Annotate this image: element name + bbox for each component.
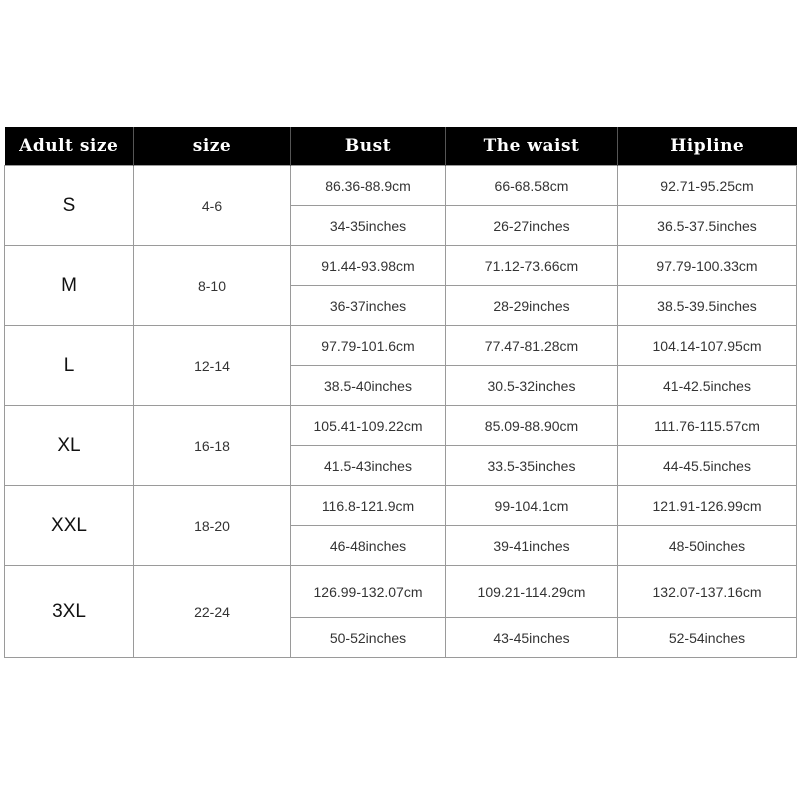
hipline-cm-cell: 92.71-95.25cm [618, 166, 797, 206]
size-cell: 18-20 [134, 486, 291, 566]
table-row [5, 326, 797, 366]
waist-cm-cell: 77.47-81.28cm [446, 326, 618, 366]
header-row [5, 127, 797, 166]
adult-size-cell: S [5, 166, 134, 246]
waist-inches-cell: 39-41inches [446, 526, 618, 566]
bust-inches-cell: 46-48inches [291, 526, 446, 566]
adult-size-cell: M [5, 246, 134, 326]
hipline-inches-cell: 36.5-37.5inches [618, 206, 797, 246]
adult-size-cell: 3XL [5, 566, 134, 658]
size-chart-table [4, 127, 797, 658]
waist-inches-cell: 33.5-35inches [446, 446, 618, 486]
bust-cm-cell: 116.8-121.9cm [291, 486, 446, 526]
waist-cm-cell: 99-104.1cm [446, 486, 618, 526]
hipline-cm-cell: 111.76-115.57cm [618, 406, 797, 446]
size-cell: 4-6 [134, 166, 291, 246]
bust-cm-cell: 105.41-109.22cm [291, 406, 446, 446]
size-cell: 22-24 [134, 566, 291, 658]
adult-size-cell: XL [5, 406, 134, 486]
bust-inches-cell: 36-37inches [291, 286, 446, 326]
adult-size-cell: L [5, 326, 134, 406]
hipline-inches-cell: 52-54inches [618, 618, 797, 658]
hipline-cm-cell: 132.07-137.16cm [618, 566, 797, 618]
bust-cm-cell: 86.36-88.9cm [291, 166, 446, 206]
bust-cm-cell: 97.79-101.6cm [291, 326, 446, 366]
bust-inches-cell: 34-35inches [291, 206, 446, 246]
header-size: size [134, 127, 291, 166]
size-cell: 12-14 [134, 326, 291, 406]
waist-inches-cell: 30.5-32inches [446, 366, 618, 406]
waist-cm-cell: 109.21-114.29cm [446, 566, 618, 618]
table-row [5, 566, 797, 618]
waist-inches-cell: 43-45inches [446, 618, 618, 658]
hipline-inches-cell: 48-50inches [618, 526, 797, 566]
waist-inches-cell: 28-29inches [446, 286, 618, 326]
table-row [5, 406, 797, 446]
header-hipline: Hipline [618, 127, 797, 166]
bust-inches-cell: 38.5-40inches [291, 366, 446, 406]
table-body [5, 166, 797, 658]
table-row [5, 166, 797, 206]
hipline-inches-cell: 44-45.5inches [618, 446, 797, 486]
waist-cm-cell: 66-68.58cm [446, 166, 618, 206]
bust-cm-cell: 126.99-132.07cm [291, 566, 446, 618]
hipline-cm-cell: 104.14-107.95cm [618, 326, 797, 366]
size-cell: 8-10 [134, 246, 291, 326]
header-adult-size: Adult size [5, 127, 134, 166]
bust-cm-cell: 91.44-93.98cm [291, 246, 446, 286]
hipline-inches-cell: 41-42.5inches [618, 366, 797, 406]
waist-inches-cell: 26-27inches [446, 206, 618, 246]
header-bust: Bust [291, 127, 446, 166]
size-cell: 16-18 [134, 406, 291, 486]
bust-inches-cell: 50-52inches [291, 618, 446, 658]
hipline-cm-cell: 121.91-126.99cm [618, 486, 797, 526]
waist-cm-cell: 71.12-73.66cm [446, 246, 618, 286]
table-row [5, 486, 797, 526]
header-waist: The waist [446, 127, 618, 166]
hipline-inches-cell: 38.5-39.5inches [618, 286, 797, 326]
adult-size-cell: XXL [5, 486, 134, 566]
bust-inches-cell: 41.5-43inches [291, 446, 446, 486]
table-header [5, 127, 797, 166]
hipline-cm-cell: 97.79-100.33cm [618, 246, 797, 286]
table-row [5, 246, 797, 286]
waist-cm-cell: 85.09-88.90cm [446, 406, 618, 446]
